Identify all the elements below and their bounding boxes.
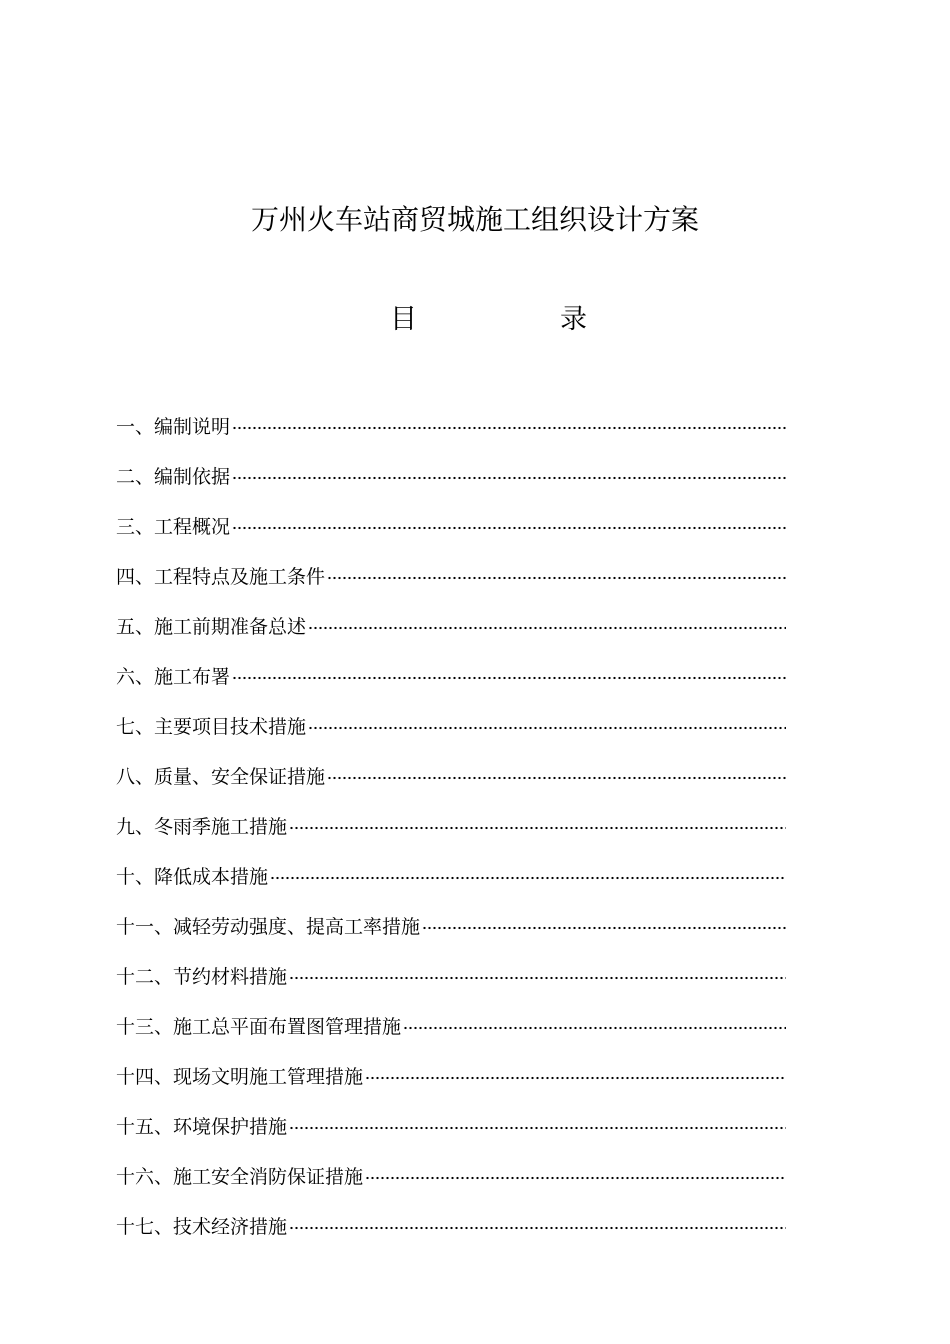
dot-leader — [232, 675, 786, 681]
toc-entry[interactable] — [116, 850, 786, 900]
toc-entry[interactable] — [116, 400, 786, 450]
toc-entry[interactable] — [116, 700, 786, 750]
table-of-contents — [116, 400, 786, 1250]
toc-entry-label: 十七、技术经济措施 — [116, 1215, 288, 1238]
toc-entry-label: 十四、现场文明施工管理措施 — [116, 1065, 364, 1088]
toc-entry-label: 二、编制依据 — [116, 465, 231, 488]
toc-entry[interactable] — [116, 1100, 786, 1150]
toc-entry[interactable] — [116, 900, 786, 950]
toc-entry-label: 三、工程概况 — [116, 515, 231, 538]
toc-entry-label: 十二、节约材料措施 — [116, 965, 288, 988]
toc-entry-label: 七、主要项目技术措施 — [116, 715, 307, 738]
dot-leader — [232, 425, 786, 431]
toc-entry-label: 六、施工布署 — [116, 665, 231, 688]
dot-leader — [403, 1025, 786, 1031]
toc-entry[interactable] — [116, 1000, 786, 1050]
dot-leader — [327, 575, 786, 581]
dot-leader — [289, 825, 786, 831]
dot-leader — [289, 1225, 786, 1231]
dot-leader — [232, 525, 786, 531]
toc-entry[interactable] — [116, 600, 786, 650]
toc-entry[interactable] — [116, 500, 786, 550]
toc-entry[interactable] — [116, 750, 786, 800]
dot-leader — [365, 1075, 786, 1081]
toc-entry-label: 九、冬雨季施工措施 — [116, 815, 288, 838]
toc-entry-label: 十六、施工安全消防保证措施 — [116, 1165, 364, 1188]
document-title: 万州火车站商贸城施工组织设计方案 — [250, 203, 699, 236]
dot-leader — [422, 925, 786, 931]
toc-entry[interactable] — [116, 650, 786, 700]
toc-entry[interactable] — [116, 800, 786, 850]
dot-leader — [289, 1125, 786, 1131]
toc-entry[interactable] — [116, 550, 786, 600]
toc-heading-mu: 目 — [390, 304, 417, 335]
dot-leader — [232, 475, 786, 481]
toc-entry-label: 十五、环境保护措施 — [116, 1115, 288, 1138]
toc-entry-label: 十三、施工总平面布置图管理措施 — [116, 1015, 402, 1038]
toc-entry[interactable] — [116, 1200, 786, 1250]
dot-leader — [365, 1175, 786, 1181]
toc-entry-label: 五、施工前期准备总述 — [116, 615, 307, 638]
toc-entry-label: 一、编制说明 — [116, 415, 231, 438]
dot-leader — [327, 775, 786, 781]
toc-entry-label: 八、质量、安全保证措施 — [116, 765, 326, 788]
toc-heading-lu: 录 — [560, 304, 587, 335]
toc-entry[interactable] — [116, 1050, 786, 1100]
toc-entry[interactable] — [116, 950, 786, 1000]
dot-leader — [289, 975, 786, 981]
toc-entry-label: 十、降低成本措施 — [116, 865, 269, 888]
dot-leader — [308, 625, 786, 631]
dot-leader — [308, 725, 786, 731]
toc-entry[interactable] — [116, 450, 786, 500]
dot-leader — [270, 875, 786, 881]
toc-entry[interactable] — [116, 1150, 786, 1200]
toc-entry-label: 十一、减轻劳动强度、提高工率措施 — [116, 915, 421, 938]
toc-entry-label: 四、工程特点及施工条件 — [116, 565, 326, 588]
